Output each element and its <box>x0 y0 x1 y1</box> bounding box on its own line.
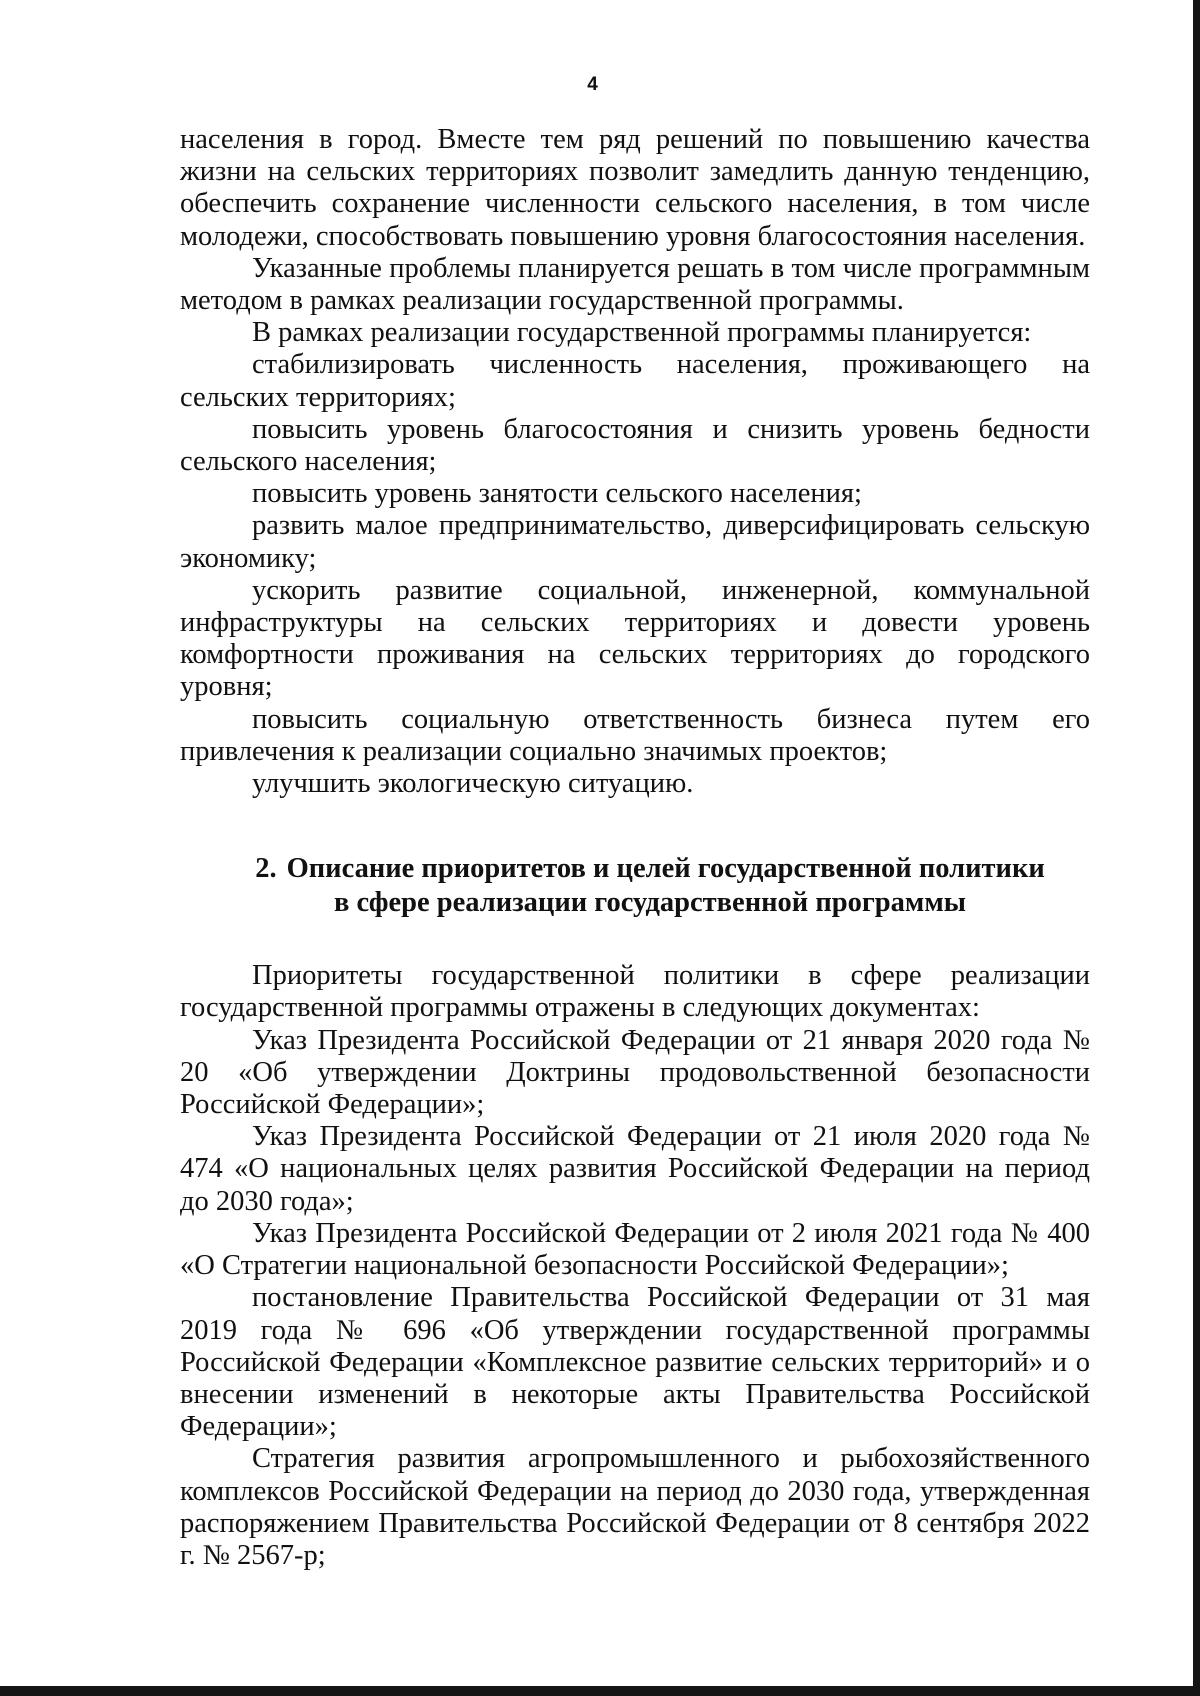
section-number: 2. <box>255 853 277 885</box>
document-reference: Указ Президента Российской Федерации от 21 июля 2020 года № 474 «О национальных целях развития Российской Федерации на период до 2030 года»; <box>180 1121 1090 1217</box>
list-item: повысить уровень благосостояния и снизить уровень бедности сельского населения; <box>180 413 1090 478</box>
list-item: стабилизировать численность населения, проживающего на сельских территориях; <box>180 349 1090 413</box>
paragraph: Приоритеты государственной политики в сфере реализации государственной программы отражены в следующих документах: <box>180 960 1090 1024</box>
page-number: 4 <box>587 74 598 95</box>
section-heading-line1 <box>210 852 1090 886</box>
list-item: развить малое предпринимательство, диверсифицировать сельскую экономику; <box>180 510 1090 574</box>
section-heading <box>180 852 1090 920</box>
list-item: повысить социальную ответственность бизнеса путем его привлечения к реализации социально значимых проектов; <box>180 703 1090 767</box>
document-reference: Указ Президента Российской Федерации от 2 июля 2021 года № 400 «О Стратегии национальной безопасности Российской Федерации»; <box>180 1217 1090 1282</box>
scan-border-right <box>1193 0 1200 1696</box>
list-item: повысить уровень занятости сельского населения; <box>252 478 862 510</box>
paragraph: Указанные проблемы планируется решать в том числе программным методом в рамках реализации государственной программы. <box>180 252 1090 317</box>
section-title-line2: в сфере реализации государственной программы <box>334 887 966 919</box>
list-item: улучшить экологическую ситуацию. <box>252 768 694 800</box>
paragraph: В рамках реализации государственной программы планируется: <box>252 317 1032 349</box>
document-body <box>180 124 1090 1572</box>
document-reference: постановление Правительства Российской Федерации от 31 мая 2019 года № 696 «Об утверждении государственной программы Российской Федерации «Комплексное развитие сельских территорий» и о внесении изменений в некоторые акты Правительства Российской Федерации»; <box>180 1282 1090 1443</box>
paragraph-continuation: населения в город. Вместе тем ряд решений по повышению качества жизни на сельских территориях позволит замедлить данную тенденцию, обеспечить сохранение численности сельского населения, в том числе молодежи, способствовать повышению уровня благосостояния населения. <box>180 124 1090 252</box>
document-reference: Указ Президента Российской Федерации от 21 января 2020 года № 20 «Об утверждении Доктрины продовольственной безопасности Российской Федерации»; <box>180 1024 1090 1121</box>
scan-border-bottom <box>0 1686 1200 1696</box>
document-reference: Стратегия развития агропромышленного и рыбохозяйственного комплексов Российской Федерации на период до 2030 года, утвержденная распоряжением Правительства Российской Федерации от 8 сентября 2022 г. № 2567-р; <box>180 1443 1090 1571</box>
section-title-line1: Описание приоритетов и целей государственной политики <box>286 853 1045 885</box>
list-item: ускорить развитие социальной, инженерной, коммунальной инфраструктуры на сельских территориях и довести уровень комфортности проживания на сельских территориях до городского уровня; <box>180 574 1090 703</box>
